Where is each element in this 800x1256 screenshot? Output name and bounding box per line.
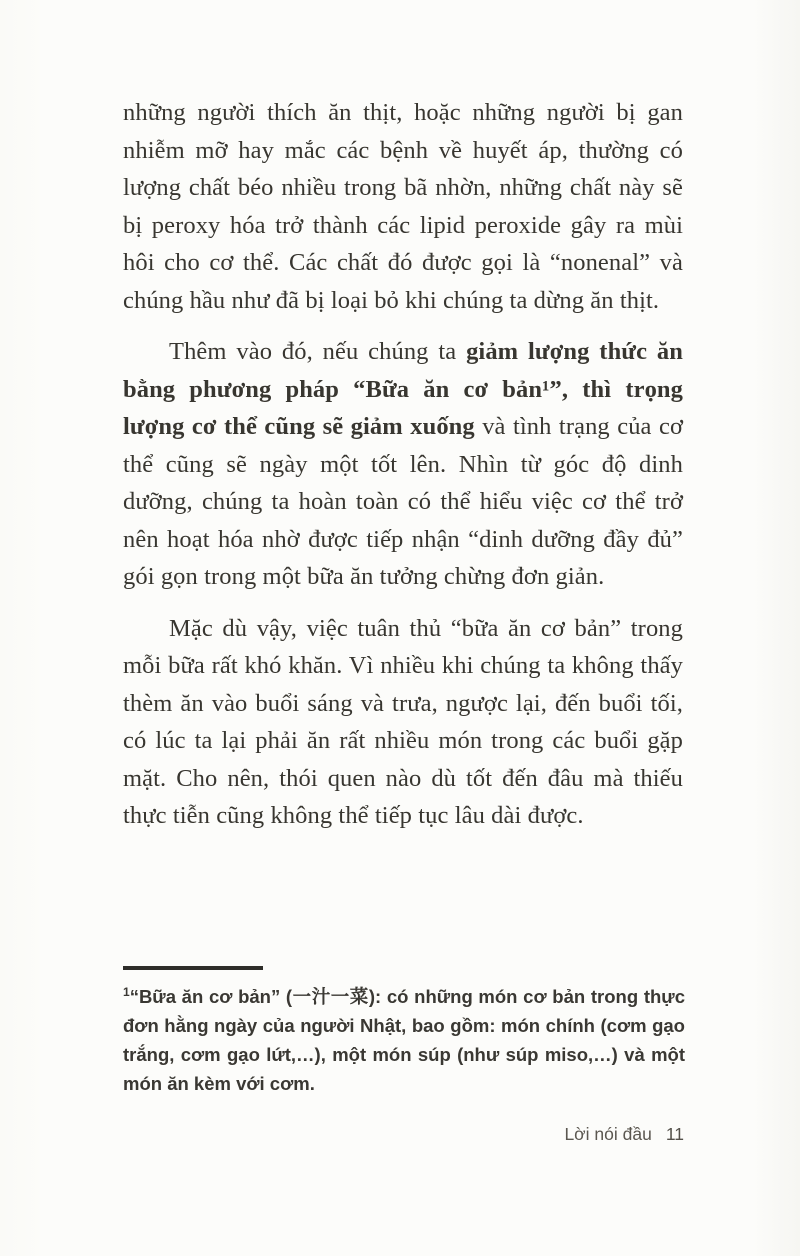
bold-emphasis: giảm lượng thức ăn bằng phương pháp “Bữa ăn cơ bản¹”, thì trọng lượng cơ thể cũng sẽ giảm xuống	[123, 338, 683, 440]
footnote	[123, 982, 685, 1098]
footnote-divider	[123, 966, 263, 970]
footnote-block	[123, 966, 685, 1098]
body-text	[123, 94, 683, 849]
page-footer	[564, 1124, 684, 1145]
paragraph-2-text-run: và tình trạng của cơ thể cũng sẽ ngày một tốt lên. Nhìn từ góc độ dinh dưỡng, chúng ta hoàn toàn có thể hiểu việc cơ thể trở nên hoạt hóa nhờ được tiếp nhận “dinh dưỡng đầy đủ” gói gọn trong một bữa ăn tưởng chừng đơn giản.	[123, 413, 683, 590]
footnote-marker: 1	[123, 984, 130, 999]
page-number: 11	[665, 1124, 684, 1144]
footnote-text: “Bữa ăn cơ bản” (一汁一菜): có những món cơ bản trong thực đơn hằng ngày của người Nhật, bao gồm: món chính (cơm gạo trắng, cơm gạo lứt,…), một món súp (như súp miso,…) và một món ăn kèm với cơm.	[123, 986, 685, 1094]
footer-section-title: Lời nói đầu	[564, 1124, 652, 1144]
paragraph-2-text-run: Thêm vào đó, nếu chúng ta	[169, 338, 467, 365]
paragraph-3: Mặc dù vậy, việc tuân thủ “bữa ăn cơ bản” trong mỗi bữa rất khó khăn. Vì nhiều khi chúng ta không thấy thèm ăn vào buổi sáng và trưa, ngược lại, đến buổi tối, có lúc ta lại phải ăn rất nhiều món trong các buổi gặp mặt. Cho nên, thói quen nào dù tốt đến đâu mà thiếu thực tiễn cũng không thể tiếp tục lâu dài được.	[123, 614, 683, 829]
paragraph-1: những người thích ăn thịt, hoặc những người bị gan nhiễm mỡ hay mắc các bệnh về huyết áp, thường có lượng chất béo nhiều trong bã nhờn, những chất này sẽ bị peroxy hóa trở thành các lipid peroxide gây ra mùi hôi cho cơ thể. Các chất đó được gọi là “nonenal” và chúng hầu như đã bị loại bỏ khi chúng ta dừng ăn thịt.	[123, 99, 683, 314]
paragraph-2	[123, 333, 683, 596]
